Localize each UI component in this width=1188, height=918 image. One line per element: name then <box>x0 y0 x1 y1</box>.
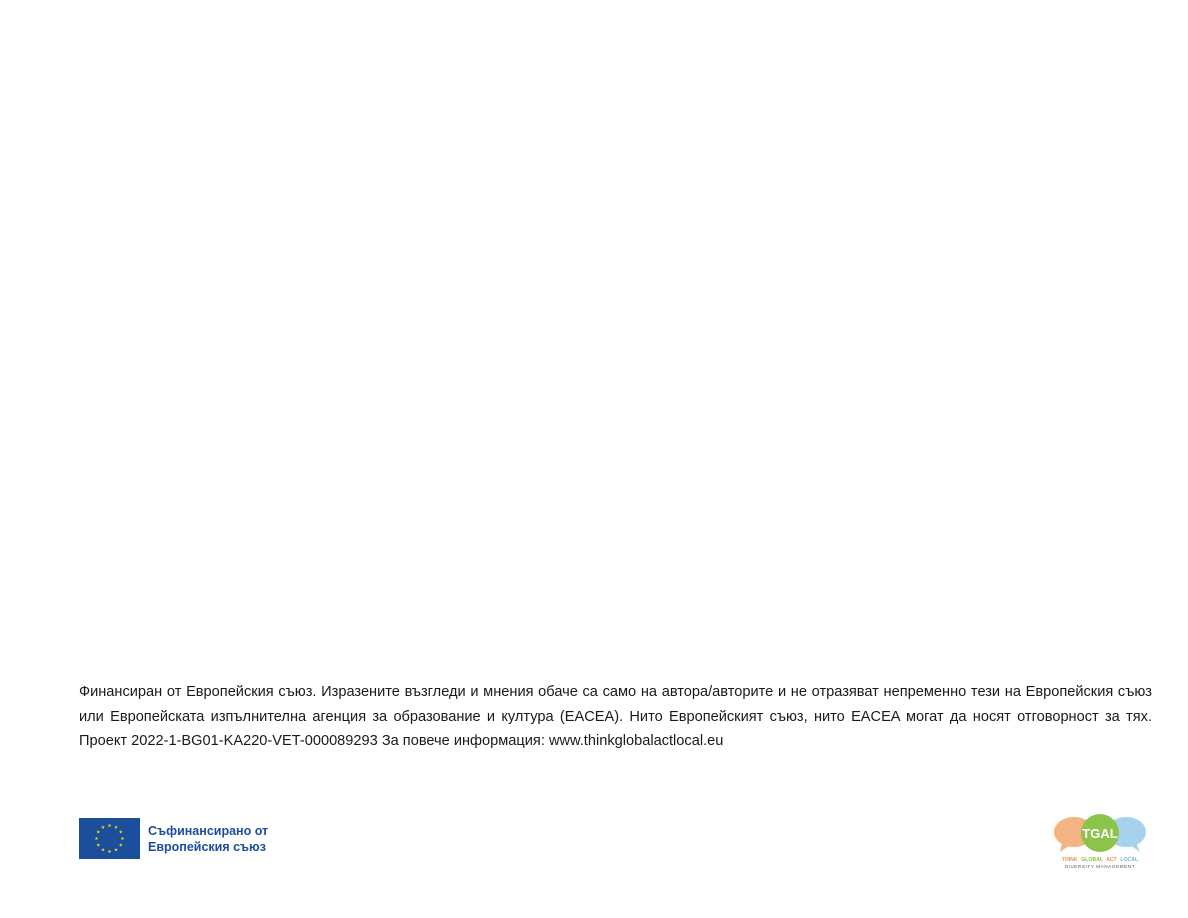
eu-flag-icon <box>79 818 140 859</box>
tgal-tagline <box>1062 857 1139 863</box>
tgal-tagline-global: GLOBAL <box>1081 857 1103 863</box>
eu-logo-line2: Европейския съюз <box>148 839 266 854</box>
eu-cofunded-logo <box>79 818 268 859</box>
eu-logo-line1: Съфинансирано от <box>148 823 269 838</box>
tgal-acronym: TGAL <box>1082 826 1118 841</box>
tgal-logo <box>1052 812 1148 872</box>
tgal-tagline-act: ACT <box>1106 857 1117 863</box>
tgal-tagline-local: LOCAL <box>1120 857 1139 863</box>
tgal-subtitle: DIVERSITY MANAGEMENT <box>1064 864 1136 869</box>
funding-disclaimer: Финансиран от Европейския съюз. Изразените възгледи и мнения обаче са само на автора/авторите и не отразяват непременно тези на Европейския съюз или Европейската изпълнителна агенция за образование и култура (EACEA). Нито Европейският съюз, нито EACEA могат да носят отговорност за тях. Проект 2022-1-BG01-KA220-VET-000089293 За повече информация: www.thinkglobalactlocal.eu <box>79 684 1152 749</box>
tgal-tagline-think: THINK <box>1061 857 1078 863</box>
